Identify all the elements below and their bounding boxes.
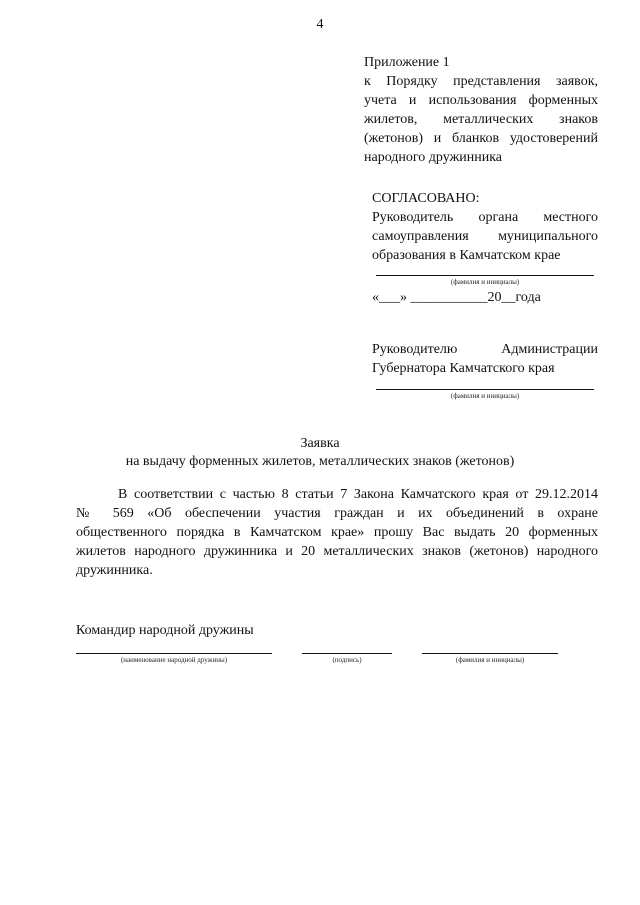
body-line: дружинника.: [76, 563, 153, 578]
approval-line: самоуправления муниципального: [372, 229, 598, 244]
request-body: [76, 485, 598, 580]
approval-block: [372, 189, 598, 265]
body-line: общественного порядка в Камчатском крае» прошу Вас выдать 20 форменных: [76, 525, 598, 540]
commander-label: Командир народной дружины: [76, 623, 254, 638]
appendix-title: Приложение 1: [364, 55, 450, 70]
approval-date-line: «___» ___________20__года: [372, 290, 541, 305]
appendix-line: к Порядку представления заявок,: [364, 74, 598, 89]
approval-name-caption: (фамилия и инициалы): [450, 278, 520, 286]
unit-name-caption: (наименование народной дружины): [120, 656, 228, 664]
signature-caption: (подпись): [332, 656, 362, 664]
request-title-block: [0, 435, 640, 471]
addressee-line: Губернатора Камчатского края: [372, 361, 555, 376]
body-line: № 569 «Об обеспечении участия граждан и их объединений в охране: [76, 506, 598, 521]
approval-name-line: [376, 275, 594, 276]
addressee-line: Руководителю Администрации: [372, 342, 598, 357]
approval-line: образования в Камчатском крае: [372, 248, 561, 263]
approval-heading: СОГЛАСОВАНО:: [372, 191, 480, 206]
commander-name-line: [422, 653, 558, 654]
body-line: жилетов народного дружинника и 20 металлических знаков (жетонов) народного: [76, 544, 598, 559]
addressee-name-line: [376, 389, 594, 390]
addressee-name-caption: (фамилия и инициалы): [450, 392, 520, 400]
appendix-line: учета и использования форменных: [364, 93, 598, 108]
addressee-block: [372, 340, 598, 378]
request-title: Заявка: [300, 436, 340, 451]
signature-line: [302, 653, 392, 654]
appendix-header: [364, 53, 598, 167]
appendix-line: (жетонов) и бланков удостоверений: [364, 131, 598, 146]
body-line: В соответствии с частью 8 статьи 7 Закона Камчатского края от 29.12.2014: [118, 487, 598, 502]
approval-line: Руководитель органа местного: [372, 210, 598, 225]
unit-name-line: [76, 653, 272, 654]
page-number: 4: [316, 17, 324, 32]
appendix-line: народного дружинника: [364, 150, 503, 165]
appendix-line: жилетов, металлических знаков: [364, 112, 598, 127]
commander-name-caption: (фамилия и инициалы): [455, 656, 525, 664]
request-subtitle: на выдачу форменных жилетов, металлических знаков (жетонов): [125, 454, 515, 469]
